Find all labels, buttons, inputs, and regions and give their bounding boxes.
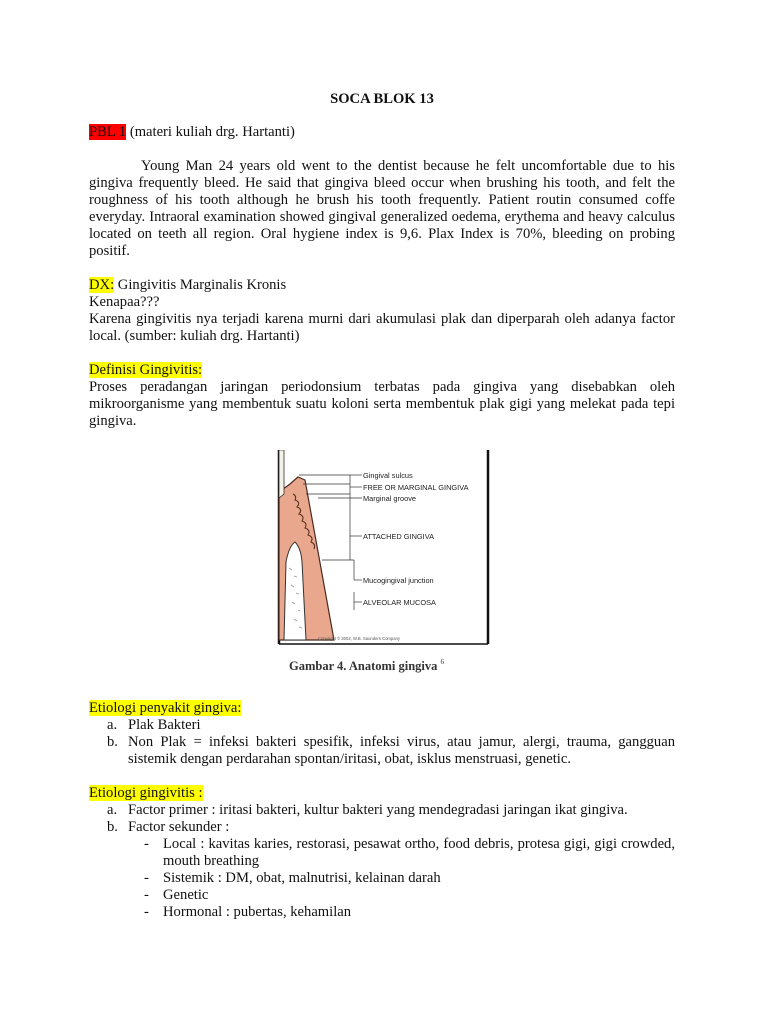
etiologi-gingivitis-list bbox=[89, 802, 675, 836]
etiologi-gingivitis-heading bbox=[89, 785, 675, 802]
label-attached-gingiva: ATTACHED GINGIVA bbox=[363, 532, 435, 541]
caption-reference: 6 bbox=[440, 658, 445, 666]
etiologi-penyakit-list bbox=[89, 717, 675, 768]
dx-line bbox=[89, 277, 675, 294]
list-item: a. Plak Bakteri bbox=[107, 717, 201, 733]
dx-question: Kenapaa??? bbox=[89, 294, 160, 310]
definisi-text: Proses peradangan jaringan periodonsium terbatas pada gingiva yang disebabkan oleh mikroorganisme yang membentuk suatu koloni serta membentuk plak gigi yang melekat pada tepi gingiva. bbox=[89, 379, 675, 429]
document-title: SOCA BLOK 13 bbox=[330, 91, 434, 107]
caption-number: Gambar 4. bbox=[289, 659, 347, 673]
pbl-tag: PBL 1 bbox=[89, 124, 127, 140]
dx-value: Gingivitis Marginalis Kronis bbox=[117, 277, 287, 293]
label-free-marginal-gingiva: FREE OR MARGINAL GINGIVA bbox=[363, 483, 469, 492]
gingiva-anatomy-diagram bbox=[262, 450, 507, 648]
case-paragraph: Young Man 24 years old went to the dentist because he felt uncomfortable due to his gingiva frequently bleed. He said that gingiva bleed occur when brushing his tooth, and felt the roughness of his tooth although he brush his tooth frequently. Patient routin consumed coffe everyday. Intraoral examination showed gingival generalized oedema, erythema and heavy calculus located on teeth all region. Oral hygiene index is 9,6. Plax Index is 70%, bleeding on probing positif. bbox=[89, 158, 675, 259]
definisi-heading bbox=[89, 362, 675, 379]
pbl-line bbox=[89, 124, 675, 141]
etiologi-gingivitis-label: Etiologi gingivitis : bbox=[89, 785, 203, 801]
list-item: - Sistemik : DM, obat, malnutrisi, kelainan darah bbox=[144, 870, 441, 886]
tooth-shape bbox=[279, 450, 284, 498]
factor-sekunder-list bbox=[89, 836, 675, 921]
list-item: - Genetic bbox=[144, 887, 209, 903]
caption-text: Anatomi gingiva bbox=[346, 659, 438, 673]
list-item: b. Factor sekunder : bbox=[107, 819, 230, 835]
dx-label: DX: bbox=[89, 277, 115, 293]
etiologi-penyakit-heading bbox=[89, 700, 675, 717]
figure-caption bbox=[289, 654, 444, 675]
label-copyright: Copyright © 2002, W.B. Saunders Company bbox=[318, 636, 400, 641]
list-item: a. Factor primer : iritasi bakteri, kultur bakteri yang mendegradasi jaringan ikat gingiva. bbox=[107, 802, 628, 818]
document-body bbox=[89, 91, 675, 921]
label-alveolar-mucosa: ALVEOLAR MUCOSA bbox=[363, 598, 436, 607]
list-item: - Local : kavitas karies, restorasi, pesawat ortho, food debris, protesa gigi, gigi crowded, mouth breathing bbox=[144, 836, 675, 869]
etiologi-penyakit-label: Etiologi penyakit gingiva: bbox=[89, 700, 242, 716]
list-item: b. Non Plak = infeksi bakteri spesifik, infeksi virus, atau jamur, alergi, trauma, gangguan sistemik dengan perdarahan spontan/iritasi, obat, isklus menstruasi, genetic. bbox=[107, 734, 675, 767]
list-item: - Hormonal : pubertas, kehamilan bbox=[144, 904, 352, 920]
dx-reason: Karena gingivitis nya terjadi karena murni dari akumulasi plak dan diperparah oleh adanya factor local. (sumber: kuliah drg. Hartanti) bbox=[89, 311, 675, 344]
label-gingival-sulcus: Gingival sulcus bbox=[363, 471, 413, 480]
pbl-source: (materi kuliah drg. Hartanti) bbox=[129, 124, 295, 140]
label-marginal-groove: Marginal groove bbox=[363, 494, 416, 503]
gingiva-figure bbox=[89, 450, 675, 700]
label-mucogingival-junction: Mucogingival junction bbox=[363, 576, 434, 585]
definisi-label: Definisi Gingivitis: bbox=[89, 362, 203, 378]
